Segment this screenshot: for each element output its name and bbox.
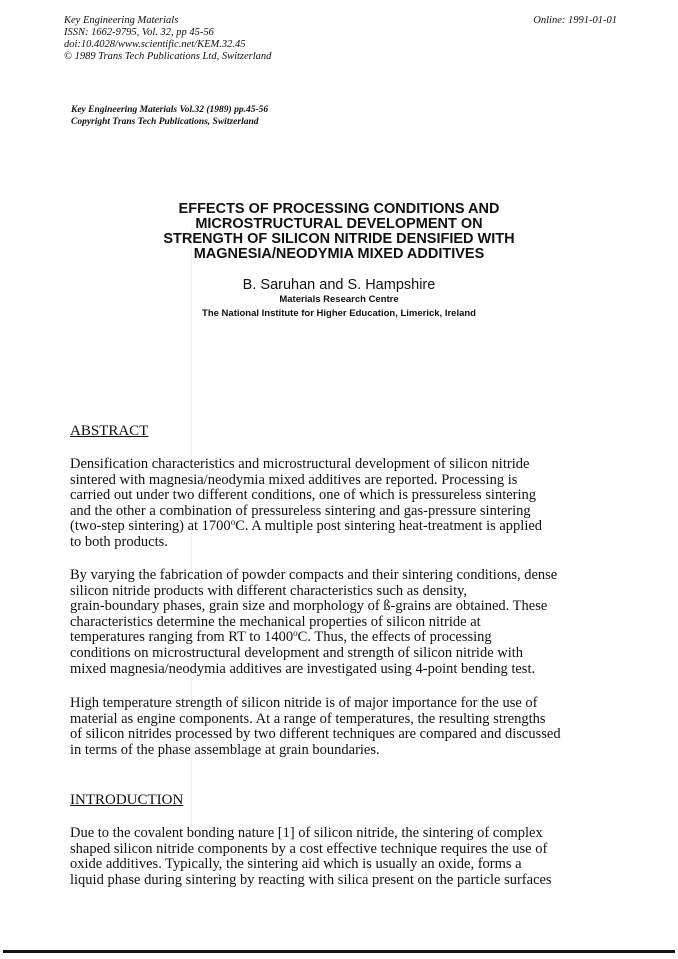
affiliation-institution: The National Institute for Higher Education, Limerick, Ireland: [202, 308, 476, 319]
text-line: material as engine components. At a range of temperatures, the resulting strengths: [70, 710, 546, 727]
degree-superscript: o: [293, 628, 298, 639]
text-line: characteristics determine the mechanical properties of silicon nitride at: [70, 613, 481, 630]
page-bottom-rule: [3, 950, 675, 953]
header-journal: Key Engineering Materials: [64, 15, 179, 26]
authors: B. Saruhan and S. Hampshire: [242, 277, 436, 293]
text-line: By varying the fabrication of powder compacts and their sintering conditions, dense: [70, 567, 558, 583]
title-line: EFFECTS OF PROCESSING CONDITIONS AND: [178, 201, 500, 217]
title-line: STRENGTH OF SILICON NITRIDE DENSIFIED WITH: [163, 231, 515, 247]
publication-info: [64, 15, 271, 63]
text-line: Densification characteristics and microstructural development of silicon nitride: [70, 456, 530, 472]
text-line: to both products.: [70, 533, 168, 550]
text-line: mixed magnesia/neodymia additives are investigated using 4-point bending test.: [70, 660, 536, 677]
abstract-paragraph-1: [70, 457, 615, 551]
abstract-paragraph-3: [70, 696, 615, 758]
text-line: silicon nitride products with different characteristics such as density,: [70, 582, 468, 599]
affiliation-centre: Materials Research Centre: [279, 294, 399, 305]
text-fragment: C. A multiple post sintering heat-treatment is applied: [235, 518, 543, 535]
text-line: oxide additives. Typically, the sintering aid which is usually an oxide, forms a: [70, 856, 522, 873]
text-line: and the other a combination of pressureless sintering and gas-pressure sintering: [70, 502, 531, 519]
abstract-heading: ABSTRACT: [70, 423, 149, 439]
text-line: conditions on microstructural development and strength of silicon nitride with: [70, 644, 524, 661]
text-line: shaped silicon nitride components by a cost effective technique requires the use of: [70, 840, 548, 857]
text-line: [70, 630, 615, 646]
header-issn: ISSN: 1662-9795, Vol. 32, pp 45-56: [64, 27, 214, 38]
text-line: of silicon nitrides processed by two different techniques are compared and discussed: [70, 726, 561, 743]
text-line: carried out under two different conditions, one of which is pressureless sintering: [70, 487, 537, 504]
online-date: Online: 1991-01-01: [533, 15, 617, 26]
text-line: [70, 519, 615, 535]
title-line: MAGNESIA/NEODYMIA MIXED ADDITIVES: [193, 246, 485, 262]
title-line: MICROSTRUCTURAL DEVELOPMENT ON: [195, 216, 483, 232]
text-line: Due to the covalent bonding nature [1] of silicon nitride, the sintering of complex: [70, 825, 543, 841]
text-fragment: (two-step sintering) at 1700: [70, 518, 231, 535]
abstract-paragraph-2: [70, 568, 615, 677]
text-line: High temperature strength of silicon nitride is of major importance for the use of: [70, 695, 538, 711]
journal-reference-line: Key Engineering Materials Vol.32 (1989) pp.45-56: [71, 105, 269, 115]
degree-superscript: o: [230, 517, 236, 528]
introduction-heading: INTRODUCTION: [70, 792, 184, 808]
paper-title: [100, 202, 578, 262]
text-line: grain-boundary phases, grain size and morphology of ß-grains are obtained. These: [70, 598, 548, 615]
journal-reference: [71, 104, 268, 128]
header-doi: doi:10.4028/www.scientific.net/KEM.32.45: [64, 39, 246, 50]
text-line: in terms of the phase assemblage at grain boundaries.: [70, 741, 380, 758]
text-line: liquid phase during sintering by reacting with silica present on the particle surfaces: [70, 871, 552, 888]
text-fragment: temperatures ranging from RT to 1400: [70, 629, 294, 646]
text-line: sintered with magnesia/neodymia mixed additives are reported. Processing is: [70, 471, 518, 488]
introduction-paragraph-1: [70, 826, 615, 888]
copyright-line: Copyright Trans Tech Publications, Switzerland: [71, 117, 259, 127]
text-fragment: C. Thus, the effects of processing: [297, 629, 492, 646]
header-copyright: © 1989 Trans Tech Publications Ltd, Switzerland: [64, 51, 272, 62]
